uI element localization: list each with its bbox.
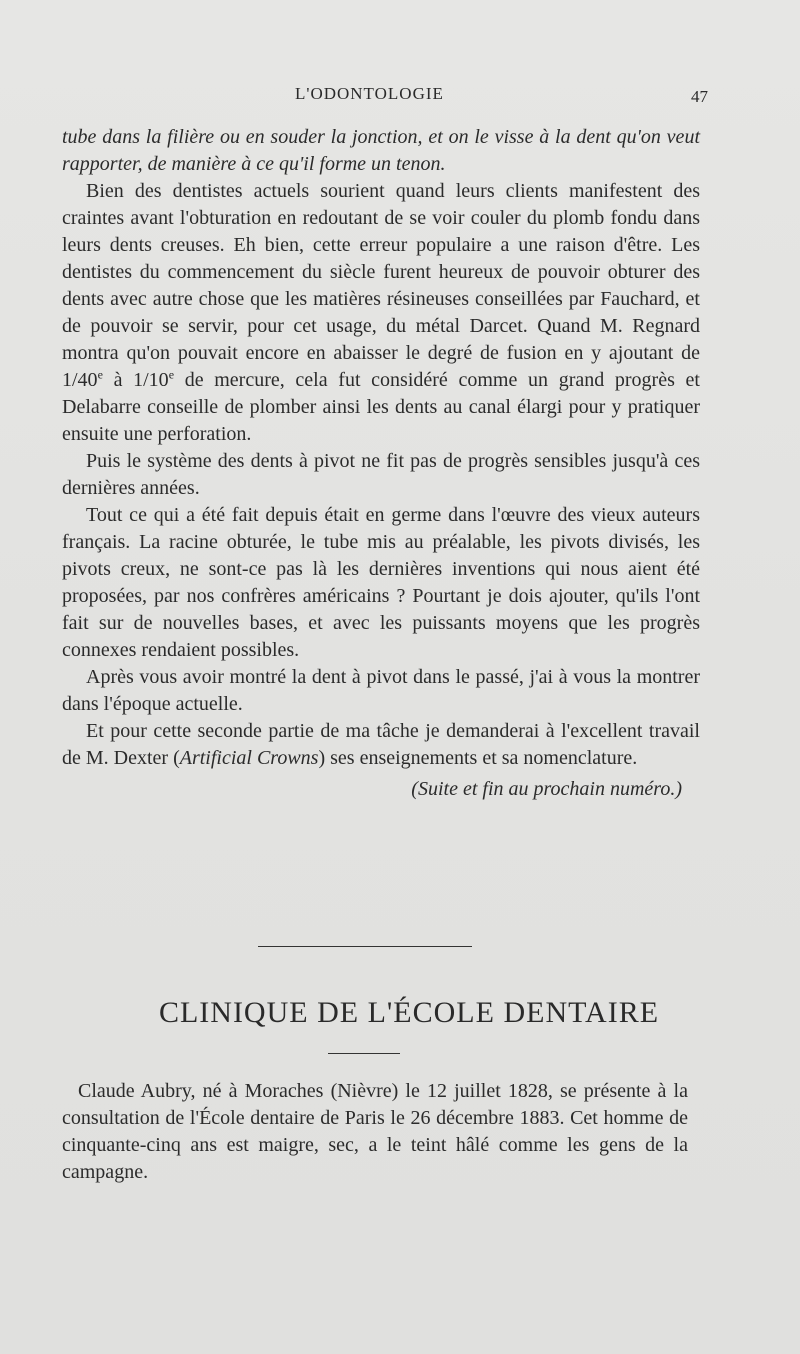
paragraph-text: de mercure, cela fut considéré comme un grand progrès et Delabarre conseille de plomber ainsi les dents au canal élargi pour y pratiquer ensuite une perforation. xyxy=(62,369,700,445)
paragraph: Après vous avoir montré la dent à pivot dans le passé, j'ai à vous la montrer dans l'époque actuelle. xyxy=(62,666,700,715)
paragraph-text: Et pour cette seconde partie de ma tâche je demanderai à l'excellent travail de M. Dexter ( xyxy=(62,720,700,769)
section-title: CLINIQUE DE L'ÉCOLE DENTAIRE xyxy=(158,996,660,1029)
paragraph xyxy=(62,718,700,772)
paragraph: Claude Aubry, né à Moraches (Nièvre) le 12 juillet 1828, se présente à la consultation de l'École dentaire de Paris le 26 décembre 1883. Cet homme de cinquante-cinq ans est maigre, sec, a le teint hâlé comme les gens de la campagne. xyxy=(62,1080,688,1183)
running-title: L'ODONTOLOGIE xyxy=(295,84,444,103)
fraction: 1/10 xyxy=(133,369,169,391)
superscript: e xyxy=(97,367,103,382)
paragraph: Puis le système des dents à pivot ne fit pas de progrès sensibles jusqu'à ces dernières années. xyxy=(62,450,700,499)
paragraph-text: ) ses enseignements et sa nomenclature. xyxy=(318,747,638,769)
article-body xyxy=(62,124,700,803)
book-title: Artificial Crowns xyxy=(179,747,319,769)
continuation-note: (Suite et fin au prochain numéro.) xyxy=(411,778,682,800)
paragraph-text: à xyxy=(102,369,134,391)
section-divider xyxy=(258,946,472,947)
clinic-body xyxy=(62,1078,688,1186)
title-underline xyxy=(328,1053,400,1054)
paragraph-continuation: tube dans la filière ou en souder la jonction, et on le visse à la dent qu'on veut rapporter, de manière à ce qu'il forme un tenon. xyxy=(62,126,700,175)
paragraph: Tout ce qui a été fait depuis était en germe dans l'œuvre des vieux auteurs français. La racine obturée, le tube mis au préalable, les pivots divisés, les pivots creux, ne sont-ce pas là les dernières inventions qui nous aient été proposées, par nos confrères américains ? Pourtant je dois ajouter, qu'ils l'ont fait sur de nouvelles bases, et avec les puissants moyens que les progrès connexes rendaient possibles. xyxy=(62,504,700,661)
superscript: e xyxy=(168,367,175,382)
paragraph xyxy=(62,178,700,448)
fraction: 1/40 xyxy=(62,369,98,391)
paragraph-text: Bien des dentistes actuels sourient quand leurs clients manifestent des craintes avant l'obturation en redoutant de se voir couler du plomb fondu dans leurs dents creuses. Eh bien, cette erreur populaire a une raison d'être. Les dentistes du commencement du siècle furent heureux de pouvoir obturer des dents avec autre chose que les matières résineuses conseillées par Fauchard, et de pouvoir se servir, pour cet usage, du métal Darcet. Quand M. Regnard montra qu'on pouvait encore en abaisser le degré de fusion en y ajoutant de xyxy=(62,180,700,364)
page-number: 47 xyxy=(691,87,708,106)
